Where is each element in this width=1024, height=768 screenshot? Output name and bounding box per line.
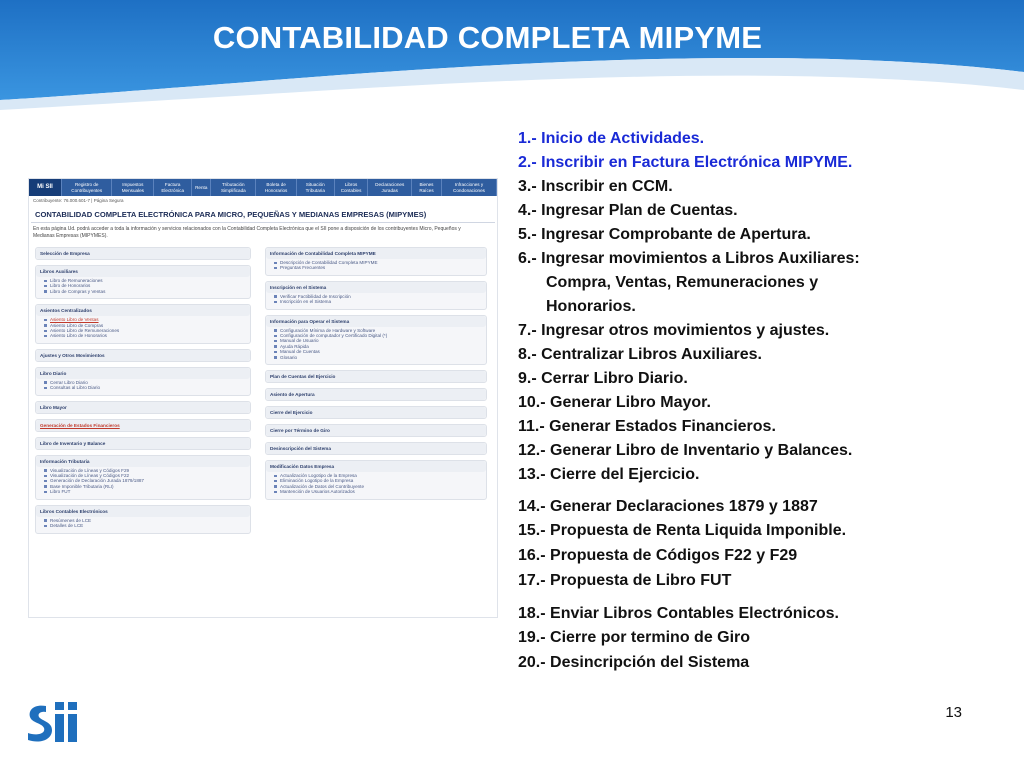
embedded-panel-header[interactable]: Asientos Centralizados: [36, 305, 250, 316]
step-item: 13.- Cierre del Ejercicio.: [518, 466, 700, 483]
embedded-panel: [265, 388, 487, 401]
embedded-breadcrumb: Contribuyente: 76.000.601-7 | Página Segura: [33, 198, 124, 203]
embedded-panel-link[interactable]: Libro FUT: [50, 489, 246, 494]
embedded-nav-item[interactable]: Libros Contables: [335, 179, 369, 196]
embedded-panel-link[interactable]: Libro de Remuneraciones: [50, 278, 246, 283]
embedded-panel-link[interactable]: Glosario: [280, 355, 482, 360]
step-item: 8.- Centralizar Libros Auxiliares.: [518, 346, 762, 363]
step-item: 18.- Enviar Libros Contables Electrónicos.: [518, 605, 839, 622]
embedded-nav-item[interactable]: Factura Electrónica: [154, 179, 192, 196]
embedded-panel: [265, 406, 487, 419]
embedded-panel-link[interactable]: Mantención de Usuarios Autorizados: [280, 489, 482, 494]
step-item[interactable]: 2.- Inscribir en Factura Electrónica MIPYME.: [518, 154, 853, 171]
embedded-panel-header[interactable]: Generación de Estados Financieros: [36, 420, 250, 431]
page-number: 13: [945, 704, 962, 721]
step-item: 6.- Ingresar movimientos a Libros Auxiliares:: [518, 250, 860, 267]
embedded-right-column: [265, 247, 487, 539]
embedded-panel-link[interactable]: Libro de Honorarios: [50, 283, 246, 288]
embedded-panel: [265, 442, 487, 455]
embedded-panel-header[interactable]: Cierre por Término de Giro: [266, 425, 486, 436]
embedded-panel: [35, 265, 251, 299]
embedded-panel: [35, 247, 251, 260]
embedded-panel-link[interactable]: Consultas al Libro Diario: [50, 385, 246, 390]
embedded-nav-bar: [29, 179, 497, 196]
step-item: 14.- Generar Declaraciones 1879 y 1887: [518, 498, 818, 515]
embedded-panel-link[interactable]: Visualización de Líneas y Códigos F22: [50, 473, 246, 478]
embedded-panel-header[interactable]: Información de Contabilidad Completa MIPYME: [266, 248, 486, 259]
step-item: 10.- Generar Libro Mayor.: [518, 394, 711, 411]
embedded-panel-link[interactable]: Asiento Libro de Ventas: [50, 317, 246, 322]
embedded-panel-header[interactable]: Modificación Datos Empresa: [266, 461, 486, 472]
slide-title: CONTABILIDAD COMPLETA MIPYME: [212, 20, 763, 55]
embedded-panel-header[interactable]: Información para Operar el Sistema: [266, 316, 486, 327]
embedded-panel-link[interactable]: Asiento Libro de Compras: [50, 323, 246, 328]
embedded-panel-link[interactable]: Asiento Libro de Honorarios: [50, 333, 246, 338]
step-item: 4.- Ingresar Plan de Cuentas.: [518, 202, 738, 219]
embedded-panel-link[interactable]: Visualización de Líneas y Códigos F29: [50, 468, 246, 473]
step-item: 12.- Generar Libro de Inventario y Balances.: [518, 442, 853, 459]
embedded-nav-item[interactable]: Registro de Contribuyentes: [62, 179, 112, 196]
slide-header: [0, 0, 1024, 115]
embedded-panel-link[interactable]: Configuración de computador y Certificado Digital (*): [280, 333, 482, 338]
step-item: 16.- Propuesta de Códigos F22 y F29: [518, 547, 798, 564]
header-wave: [0, 0, 1024, 115]
step-item: 20.- Desincripción del Sistema: [518, 654, 750, 671]
embedded-panel-link[interactable]: Asiento Libro de Remuneraciones: [50, 328, 246, 333]
embedded-left-column: [35, 247, 251, 539]
embedded-panel-link[interactable]: Eliminación Logotipo de la Empresa: [280, 478, 482, 483]
step-item-continuation: Compra, Ventas, Remuneraciones y: [546, 274, 819, 291]
embedded-panel: [265, 247, 487, 276]
embedded-panel-link[interactable]: Manual de Usuario: [280, 338, 482, 343]
embedded-panel-header[interactable]: Inscripción en el Sistema: [266, 282, 486, 293]
embedded-panel-link[interactable]: Generación de Declaración Jurada 1879/1887: [50, 478, 246, 483]
embedded-panel-link[interactable]: Verificar Factibilidad de Inscripción: [280, 294, 482, 299]
embedded-panel-link[interactable]: Configuración Mínima de Hardware y Software: [280, 328, 482, 333]
step-item: 5.- Ingresar Comprobante de Apertura.: [518, 226, 811, 243]
embedded-panel-link[interactable]: Ayuda Rápida: [280, 344, 482, 349]
embedded-panel: [265, 315, 487, 365]
embedded-panel: [265, 424, 487, 437]
embedded-panel-link[interactable]: Manual de Cuentas: [280, 349, 482, 354]
embedded-nav-item[interactable]: Infracciones y Condonaciones: [442, 179, 497, 196]
embedded-panel-header[interactable]: Plan de Cuentas del Ejercicio: [266, 371, 486, 382]
embedded-panel-link[interactable]: Libro de Compras y Ventas: [50, 289, 246, 294]
embedded-nav-item[interactable]: Renta: [192, 179, 211, 196]
embedded-page-title: CONTABILIDAD COMPLETA ELECTRÓNICA PARA MICRO, PEQUEÑAS Y MEDIANAS EMPRESAS (MIPYMES): [31, 205, 495, 223]
embedded-nav-item[interactable]: Tributación Simplificada: [211, 179, 256, 196]
embedded-intro-text: En esta página Ud. podrá acceder a toda la información y servicios relacionados con la Contabilidad Completa Electrónica que el SII pone a disposición de los contribuyentes Micro, Pequeños y Medianas Empresas (MIPYMES).: [33, 226, 461, 239]
embedded-panel: [35, 349, 251, 362]
embedded-panel-link[interactable]: Actualización Logotipo de la Empresa: [280, 473, 482, 478]
embedded-panel-link[interactable]: Actualización de Datos del Contribuyente: [280, 484, 482, 489]
embedded-nav-item[interactable]: Situación Tributaria: [297, 179, 335, 196]
step-item[interactable]: 1.- Inicio de Actividades.: [518, 130, 705, 147]
embedded-panel: [35, 505, 251, 534]
embedded-panel-header[interactable]: Selección de Empresa: [36, 248, 250, 259]
embedded-panel-header[interactable]: Libro Mayor: [36, 402, 250, 413]
step-item: 15.- Propuesta de Renta Liquida Imponible.: [518, 522, 847, 539]
embedded-panel-header[interactable]: Libros Auxiliares: [36, 266, 250, 277]
embedded-panel: [35, 304, 251, 344]
embedded-panel: [35, 437, 251, 450]
step-item: 3.- Inscribir en CCM.: [518, 178, 673, 195]
embedded-panel: [265, 281, 487, 310]
embedded-panel-header[interactable]: Libro Diario: [36, 368, 250, 379]
embedded-panel-header[interactable]: Libro de Inventario y Balance: [36, 438, 250, 449]
step-item: 17.- Propuesta de Libro FUT: [518, 572, 732, 589]
embedded-panel-link[interactable]: Detalles de LCE: [50, 523, 246, 528]
embedded-panel-link[interactable]: Inscripción en el Sistema: [280, 299, 482, 304]
embedded-nav-item[interactable]: Boleta de Honorarios: [256, 179, 297, 196]
embedded-nav-item[interactable]: Declaraciones Juradas: [368, 179, 411, 196]
embedded-panel-header[interactable]: Información Tributaria: [36, 456, 250, 467]
embedded-panel: [265, 460, 487, 500]
embedded-panel-header[interactable]: Ajustes y Otros Movimientos: [36, 350, 250, 361]
embedded-nav-item[interactable]: Mi SII: [29, 179, 62, 196]
embedded-nav-item[interactable]: Impuestos Mensuales: [112, 179, 154, 196]
step-item: 7.- Ingresar otros movimientos y ajustes.: [518, 322, 830, 339]
embedded-panel-header[interactable]: Cierre del Ejercicio: [266, 407, 486, 418]
embedded-panel: [265, 370, 487, 383]
embedded-panel-link[interactable]: Preguntas Frecuentes: [280, 265, 482, 270]
embedded-sii-page: [28, 178, 498, 618]
step-item: 19.- Cierre por termino de Giro: [518, 629, 751, 646]
embedded-panel: [35, 401, 251, 414]
embedded-panel-header[interactable]: Desinscripción del Sistema: [266, 443, 486, 454]
embedded-panel: [35, 455, 251, 500]
embedded-panel-link[interactable]: Base Imponible Tributaria (RLI): [50, 484, 246, 489]
embedded-panel-link[interactable]: Resúmenes de LCE: [50, 518, 246, 523]
embedded-panel: [35, 367, 251, 396]
step-item: 9.- Cerrar Libro Diario.: [518, 370, 688, 387]
embedded-nav-item[interactable]: Bienes Raíces: [412, 179, 442, 196]
embedded-panel-header[interactable]: Asiento de Apertura: [266, 389, 486, 400]
step-item-continuation: Honorarios.: [546, 298, 636, 315]
embedded-panel-link[interactable]: Cerrar Libro Diario: [50, 380, 246, 385]
embedded-panel: [35, 419, 251, 432]
embedded-panel-header[interactable]: Libros Contables Electrónicos: [36, 506, 250, 517]
embedded-panel-link[interactable]: Descripción de Contabilidad Completa MIPYME: [280, 260, 482, 265]
sii-logo-icon: [24, 690, 80, 746]
step-item: 11.- Generar Estados Financieros.: [518, 418, 776, 435]
